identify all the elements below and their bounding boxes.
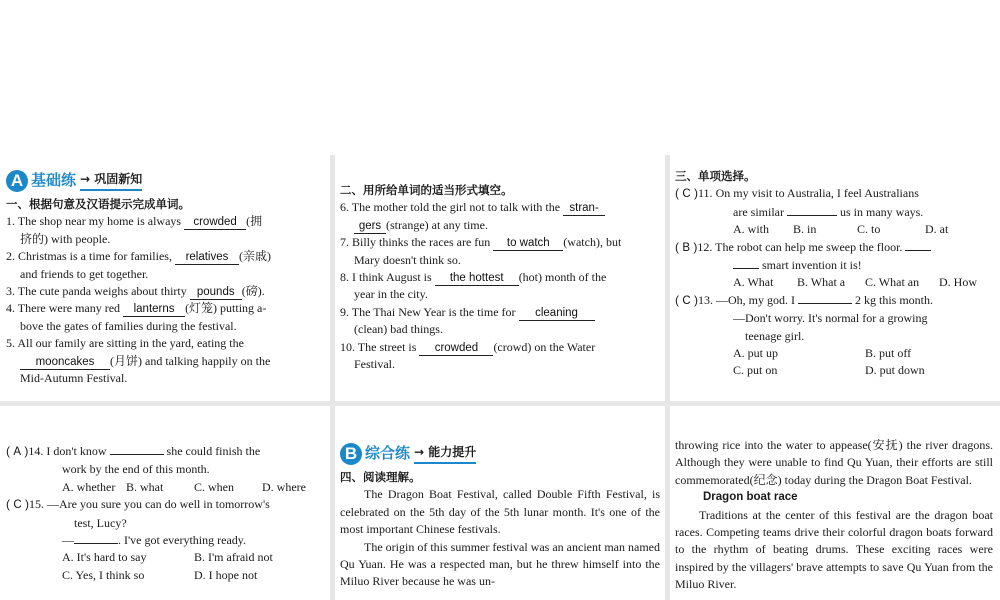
choice-answer: C xyxy=(682,188,691,201)
question-8: 8. I think August is the hottest (hot) month of the year in the city. xyxy=(340,270,607,302)
question-14: ( A )14. I don't know she could finish the work by the end of this month. A. whether B. what C. when D. where xyxy=(6,444,306,494)
section-a-title: 基础练 xyxy=(31,171,77,190)
question-7: 7. Billy thinks the races are fun to watch (watch), but Mary doesn't think so. xyxy=(340,235,622,267)
panel-reading-continued xyxy=(675,437,993,594)
section-a-header xyxy=(6,168,328,194)
section-a-badge: A xyxy=(6,170,28,192)
question-11: ( C )11. On my visit to Australia, I feel Australians are similar us in many ways. A. with B. in C. to D. at xyxy=(675,186,949,237)
question-15: ( C )15. —Are you sure you can do well in tomorrow's test, Lucy? — . I've got everything ready. A. It's hard to say B. I'm afraid not C. Yes, I think so D. I hope not xyxy=(6,497,273,582)
answer-blank: pounds xyxy=(190,286,242,300)
answer-blank: stran- xyxy=(563,202,605,216)
section-a-subtitle: → 巩固新知 xyxy=(80,171,142,191)
part4-heading: 四、阅读理解。 xyxy=(340,470,421,484)
answer-blank: to watch xyxy=(493,237,563,251)
part2-heading: 二、用所给单词的适当形式填空。 xyxy=(340,183,513,197)
question-5: 5. All our family are sitting in the yard, eating the mooncakes (月饼) and talking happily on the Mid-Autumn Festival. xyxy=(6,336,271,386)
answer-blank: mooncakes xyxy=(20,356,110,370)
question-9: 9. The Thai New Year is the time for cleaning (clean) bad things. xyxy=(340,304,660,339)
question-4: 4. There were many red lanterns (灯笼) putting a- bove the gates of families during the festival. xyxy=(6,301,267,333)
reading-paragraph-3: throwing rice into the water to appease(安抚) the river dragons. Although they were unable to find Qu Yuan, their efforts are still commemorated(纪念) today during the Dragon Boat Festival. xyxy=(675,438,993,487)
answer-blank: lanterns xyxy=(123,303,185,317)
reading-paragraph-2: The origin of this summer festival was an ancient man named Qu Yuan. He was a respected man, but he threw himself into the Miluo River because he was un- xyxy=(340,539,660,589)
column-divider-left xyxy=(330,155,335,600)
answer-blank: gers xyxy=(354,220,386,234)
section-b-title: 综合练 xyxy=(365,444,411,463)
choice-answer: B xyxy=(682,241,691,254)
answer-blank: relatives xyxy=(175,251,239,265)
section-b-header xyxy=(340,441,660,467)
reading-subheading: Dragon boat race xyxy=(703,491,798,504)
panel-section-b xyxy=(340,441,660,591)
question-12: ( B )12. The robot can help me sweep the floor. smart invention it is! A. What B. What a C. What an D. How xyxy=(675,239,977,290)
question-1: 1. The shop near my home is always crowded (拥 挤的) with people. xyxy=(6,214,263,246)
answer-blank: crowded xyxy=(184,216,246,230)
reading-paragraph-4: Traditions at the center of this festival are the dragon boat races. Competing teams drive their colorful dragon boats forward to the rhythm of beating drums. These exciting races were inspired by the villagers' brave attempts to save Qu Yuan from the Miluo River. xyxy=(675,507,993,592)
answer-blank: cleaning xyxy=(519,307,595,321)
answer-blank: the hottest xyxy=(435,272,519,286)
choice-answer: A xyxy=(13,446,22,458)
panel-part3-continued xyxy=(6,443,328,584)
question-13: ( C )13. —Oh, my god. I 2 kg this month. —Don't worry. It's normal for a growing teenage girl. A. put up B. put off C. put on D. put down xyxy=(675,292,934,378)
section-b-subtitle: → 能力提升 xyxy=(414,444,476,464)
reading-paragraph-1: The Dragon Boat Festival, called Double Fifth Festival, is celebrated on the 5th day of the 5th lunar month. It's one of the most important Chinese festivals. xyxy=(340,487,660,537)
part3-heading: 三、单项选择。 xyxy=(675,169,756,183)
section-b-badge: B xyxy=(340,443,362,465)
question-6: 6. The mother told the girl not to talk with the stran- gers (strange) at any time. xyxy=(340,199,660,234)
panel-part3 xyxy=(675,168,993,380)
row-divider xyxy=(0,401,1000,406)
panel-part2 xyxy=(340,168,660,373)
column-divider-right xyxy=(665,155,670,600)
choice-answer: C xyxy=(682,294,691,307)
part1-heading: 一、根据句意及汉语提示完成单词。 xyxy=(6,197,190,211)
answer-blank: crowded xyxy=(419,342,493,356)
question-3: 3. The cute panda weighs about thirty pounds (磅). xyxy=(6,284,265,299)
panel-section-a-part1 xyxy=(6,168,328,387)
choice-answer: C xyxy=(13,499,22,512)
question-10: 10. The street is crowded (crowd) on the Water Festival. xyxy=(340,339,596,372)
question-2: 2. Christmas is a time for families, relatives (亲戚) and friends to get together. xyxy=(6,249,271,281)
